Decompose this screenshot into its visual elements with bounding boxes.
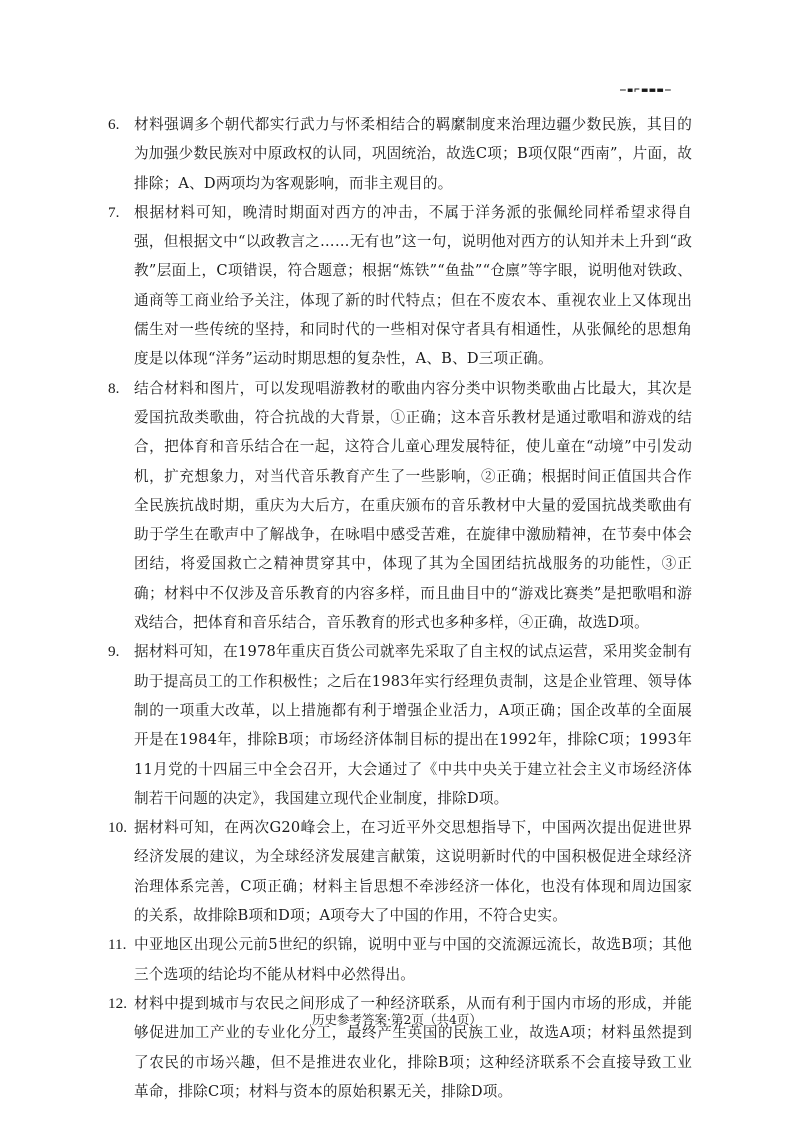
answer-text: 据材料可知，在1978年重庆百货公司就率先采取了自主权的试点运营，采用奖金制有助于提高员工的工作积极性；之后在1983年实行经理负责制，这是企业管理、领导体制的一项重大改革，以上措施都有利于增强企业活力，A项正确；国企改革的全面展开是在1984年，排除B项；市场经济体制目标的提出在1992年，排除C项；1993年11月党的十四届三中全会召开，大会通过了《中共中央关于建立社会主义市场经济体制若干问题的决定》，我国建立现代企业制度，排除D项。 [134, 643, 692, 807]
answer-item-6 [108, 110, 692, 198]
answer-item-7 [108, 198, 692, 374]
answer-text: 材料中提到城市与农民之间形成了一种经济联系，从而有利于国内市场的形成，并能够促进加工产业的专业化分工，最终产生英国的民族工业，故选A项；材料虽然提到了农民的市场兴趣，但不是推进农业化，排除B项；这种经济联系不会直接导致工业革命，排除C项；材料与资本的原始积累无关，排除D项。 [134, 994, 692, 1100]
answer-text: 材料强调多个朝代都实行武力与怀柔相结合的羁縻制度来治理边疆少数民族，其目的为加强少数民族对中原政权的认同，巩固统治，故选C项；B项仅限“西南”，片面，故排除；A、D两项均为客观影响，而非主观目的。 [134, 116, 692, 192]
answer-number: 6. [108, 116, 120, 133]
answer-text: 结合材料和图片，可以发现唱游教材的歌曲内容分类中识物类歌曲占比最大，其次是爱国抗敌类歌曲，符合抗战的大背景，①正确；这本音乐教材是通过歌唱和游戏的结合，把体育和音乐结合在一起，这符合儿童心理发展特征，使儿童在“动境”中引发动机，扩充想象力，对当代音乐教育产生了一些影响，②正确；根据时间正值国共合作全民族抗战时期，重庆为大后方，在重庆颁布的音乐教材中大量的爱国抗战类歌曲有助于学生在歌声中了解战争，在咏唱中感受苦难，在旋律中激励精神，在节奏中体会团结，将爱国救亡之精神贯穿其中，体现了其为全国团结抗战服务的功能性，③正确；材料中不仅涉及音乐教育的内容多样，而且曲目中的“游戏比赛类”是把歌唱和游戏结合，把体育和音乐结合，音乐教育的形式也多种多样，④正确，故选D项。 [134, 379, 692, 632]
answer-item-10 [108, 813, 692, 930]
answer-number: 7. [108, 203, 120, 221]
answer-item-12 [108, 989, 692, 1106]
answer-list [108, 110, 692, 1106]
answer-number: 9. [108, 643, 120, 661]
answer-number: 10. [108, 819, 127, 837]
answer-number: 8. [108, 379, 120, 397]
answer-item-11 [108, 930, 692, 989]
answer-text: 中亚地区出现公元前5世纪的织锦，说明中亚与中国的交流源远流长，故选B项；其他三个选项的结论均不能从材料中必然得出。 [134, 936, 692, 983]
answer-item-9 [108, 637, 692, 813]
header-bar-marks-icon [620, 84, 680, 96]
answer-number: 11. [108, 936, 127, 954]
header-decoration [620, 84, 680, 96]
answer-text: 根据材料可知，晚清时期面对西方的冲击，不属于洋务派的张佩纶同样希望求得自强，但根据文中“以政教言之……无有也”这一句，说明他对西方的认知并未上升到“政教”层面上，C项错误，符合题意；根据“炼铁”“鱼盐”“仓廪”等字眼，说明他对铁政、通商等工商业给予关注，体现了新的时代特点；但在不废农本、重视农业上又体现出儒生对一些传统的坚持，和同时代的一些相对保守者具有相通性，从张佩纶的思想角度是以体现“洋务”运动时期思想的复杂性，A、B、D三项正确。 [134, 203, 692, 368]
answer-number: 12. [108, 994, 127, 1012]
answer-item-8 [108, 374, 692, 638]
answer-text: 据材料可知，在两次G20峰会上，在习近平外交思想指导下，中国两次提出促进世界经济发展的建议，为全球经济发展建言献策，这说明新时代的中国积极促进全球经济治理体系完善，C项正确；材料主旨思想不牵涉经济一体化，也没有体现和周边国家的关系，故排除B项和D项；A项夸大了中国的作用，不符合史实。 [134, 819, 692, 925]
page-footer: 历史参考答案·第2页（共4页） [312, 1012, 482, 1027]
